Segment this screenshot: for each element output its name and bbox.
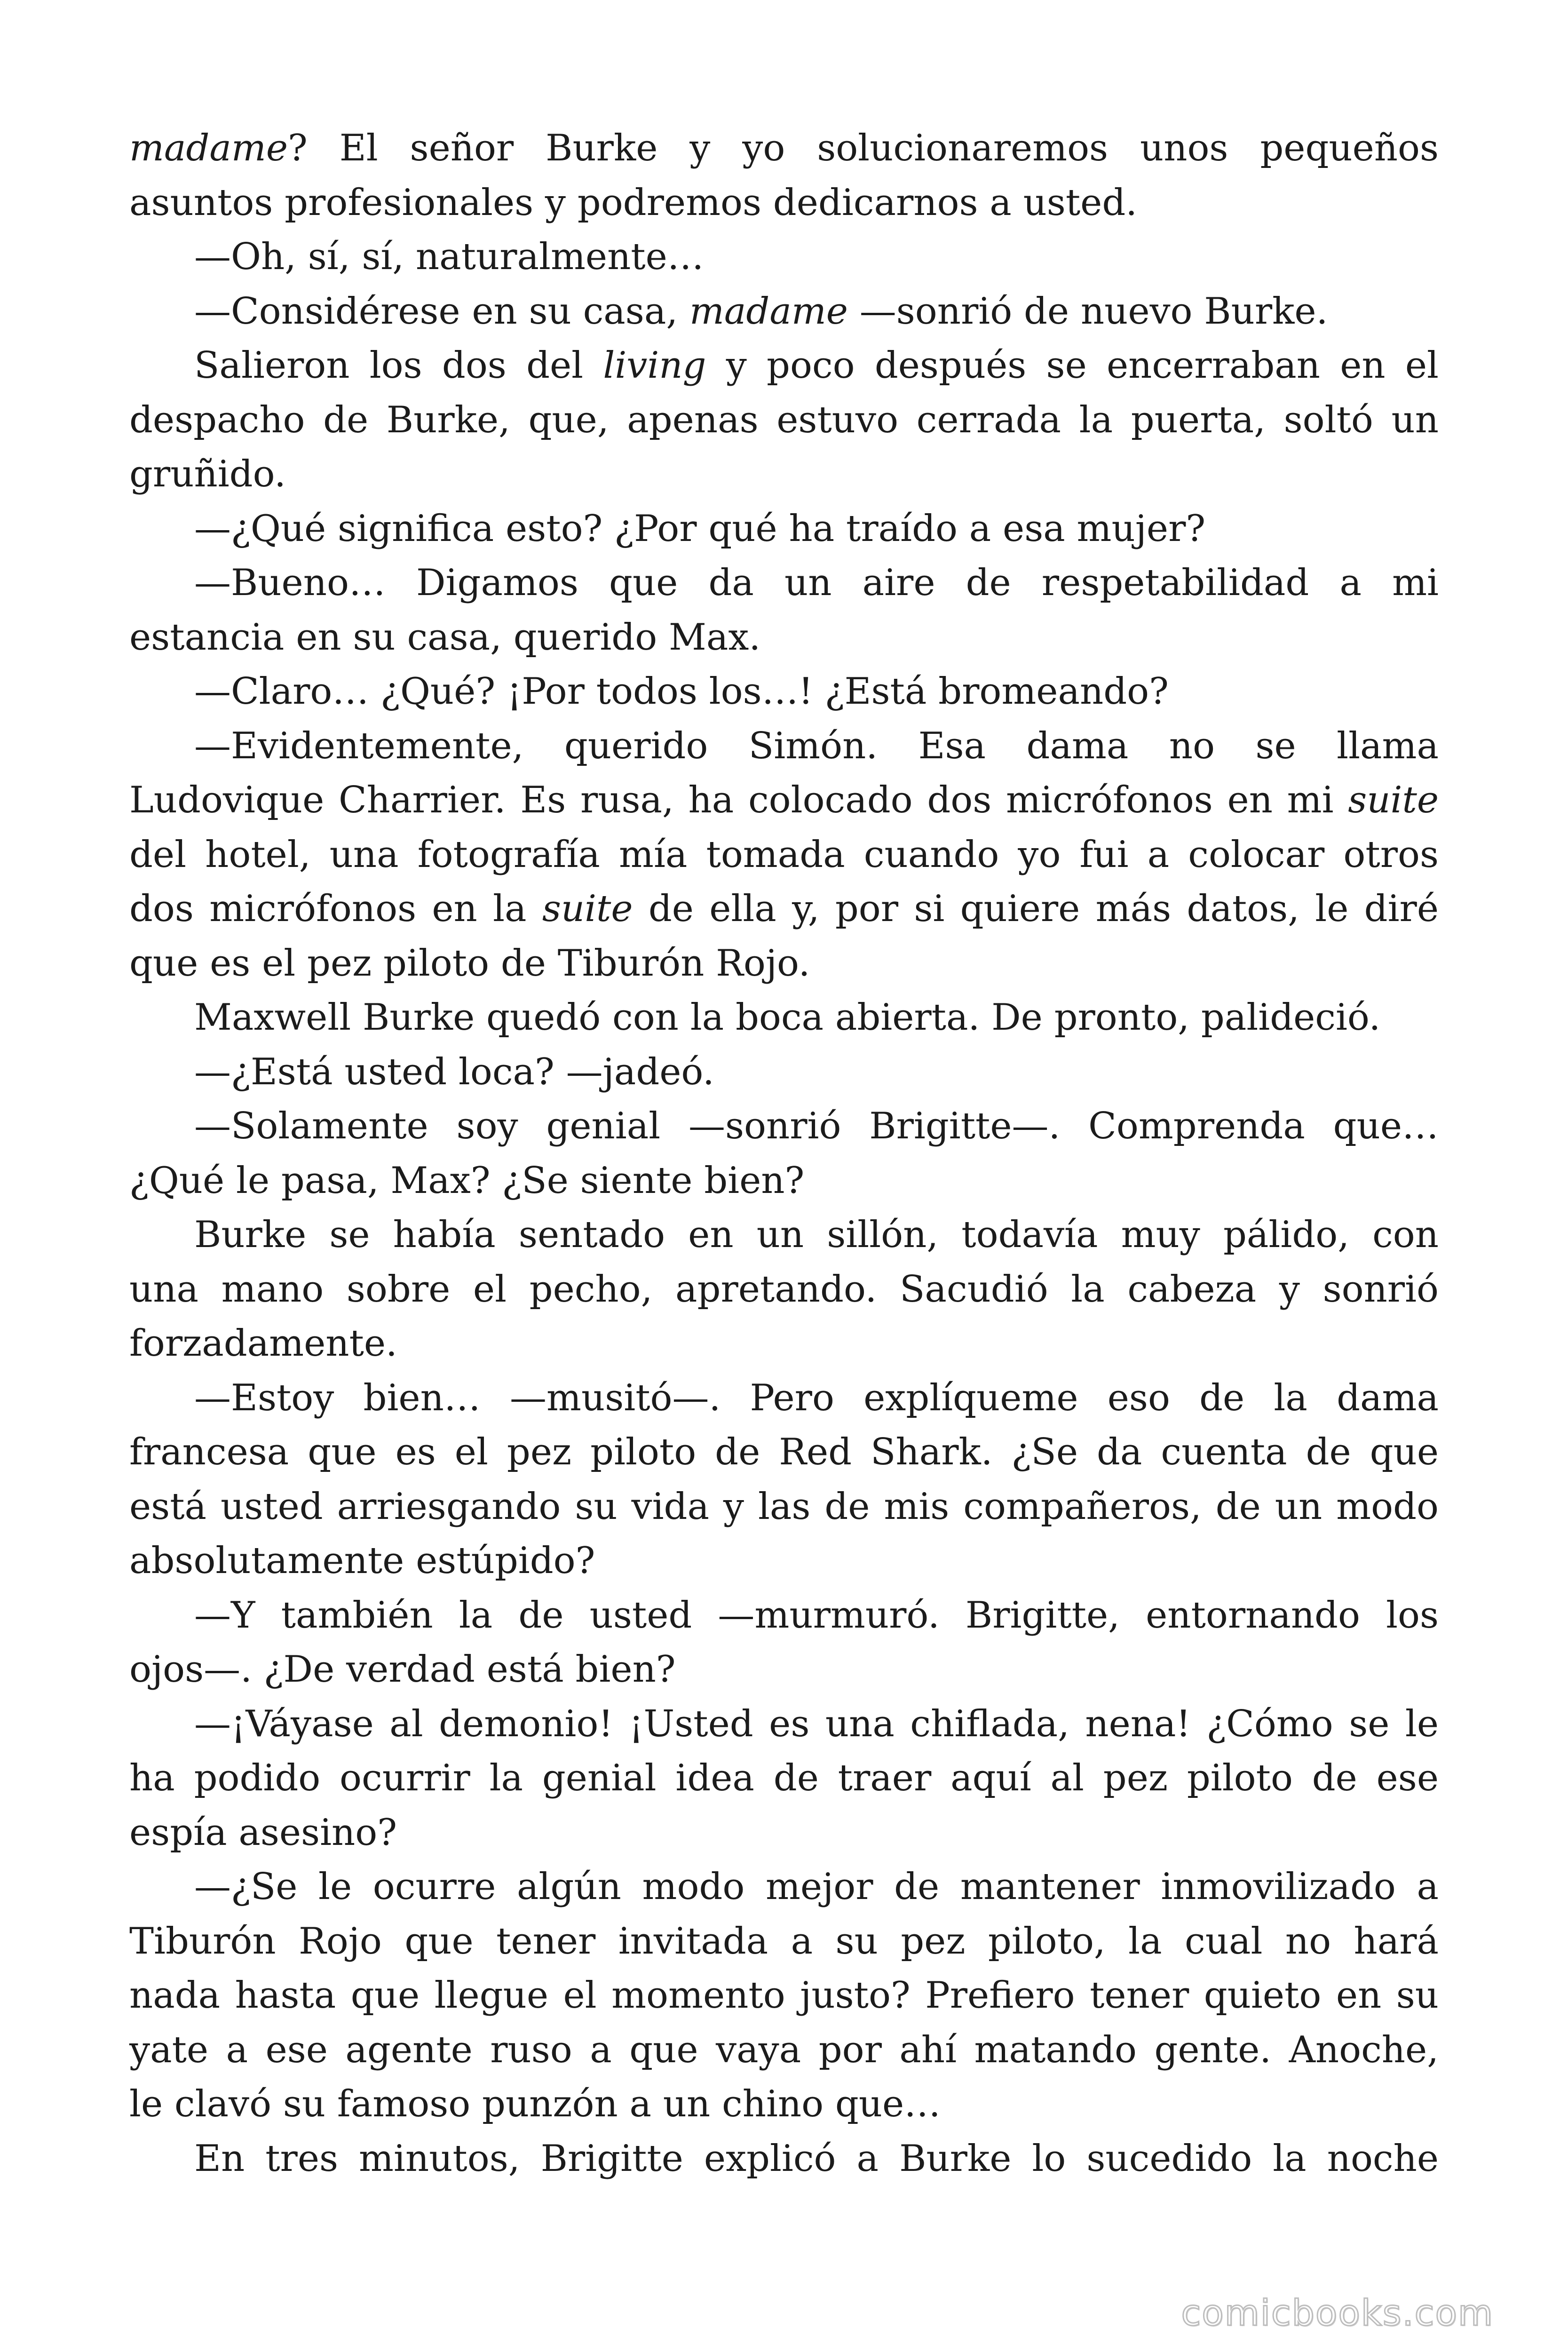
- text-line: —¿Qué significa esto? ¿Por qué ha traído a esa mujer?: [194, 507, 1206, 550]
- text-line: —Bueno… Digamos que da un aire de respetabilidad a mi: [194, 562, 1439, 604]
- text-line: —Estoy bien… —musitó—. Pero explíqueme eso de la dama: [194, 1376, 1439, 1419]
- text-line: Tiburón Rojo que tener invitada a su pez piloto, la cual no hará: [129, 1920, 1439, 1963]
- text-line: nada hasta que llegue el momento justo? Prefiero tener quieto en su: [129, 1974, 1439, 2017]
- text-line: ¿Qué le pasa, Max? ¿Se siente bien?: [129, 1159, 805, 1202]
- text-line: —¿Está usted loca? —jadeó.: [194, 1050, 714, 1093]
- text-line: despacho de Burke, que, apenas estuvo cerrada la puerta, soltó un: [129, 398, 1439, 441]
- text-line: Maxwell Burke quedó con la boca abierta. De pronto, palideció.: [194, 996, 1381, 1039]
- text-line: ha podido ocurrir la genial idea de traer aquí al pez piloto de ese: [129, 1757, 1439, 1799]
- text-line: En tres minutos, Brigitte explicó a Burke lo sucedido la noche: [194, 2137, 1439, 2180]
- text-line: estancia en su casa, querido Max.: [129, 616, 761, 659]
- text-line: madame? El señor Burke y yo solucionaremos unos pequeños: [129, 127, 1439, 169]
- text-line: del hotel, una fotografía mía tomada cuando yo fui a colocar otros: [129, 833, 1439, 876]
- text-line: dos micrófonos en la suite de ella y, por si quiere más datos, le diré: [129, 888, 1439, 930]
- text-line: absolutamente estúpido?: [129, 1540, 595, 1582]
- text-line: —Evidentemente, querido Simón. Esa dama no se llama: [194, 724, 1439, 767]
- text-line: Ludovique Charrier. Es rusa, ha colocado dos micrófonos en mi suite: [129, 779, 1439, 821]
- text-line: está usted arriesgando su vida y las de mis compañeros, de un modo: [129, 1485, 1439, 1528]
- text-line: —¿Se le ocurre algún modo mejor de mantener inmovilizado a: [194, 1866, 1439, 1908]
- text-line: Salieron los dos del living y poco después se encerraban en el: [194, 344, 1439, 387]
- text-line: —Solamente soy genial —sonrió Brigitte—. Comprenda que…: [194, 1105, 1439, 1147]
- text-line: forzadamente.: [129, 1322, 397, 1365]
- text-line: francesa que es el pez piloto de Red Shark. ¿Se da cuenta de que: [129, 1431, 1439, 1473]
- text-line: gruñido.: [129, 453, 286, 495]
- text-line: —Claro… ¿Qué? ¡Por todos los…! ¿Está bromeando?: [194, 670, 1169, 713]
- text-line: ojos—. ¿De verdad está bien?: [129, 1648, 676, 1691]
- text-line: —¡Váyase al demonio! ¡Usted es una chiflada, nena! ¿Cómo se le: [194, 1702, 1439, 1745]
- text-line: —Considérese en su casa, madame —sonrió de nuevo Burke.: [194, 290, 1328, 333]
- watermark: comicbooks.com: [1181, 2292, 1494, 2334]
- body-text: [129, 121, 1439, 2186]
- text-line: —Oh, sí, sí, naturalmente…: [194, 236, 704, 278]
- text-line: una mano sobre el pecho, apretando. Sacudió la cabeza y sonrió: [129, 1268, 1439, 1311]
- text-line: espía asesino?: [129, 1811, 397, 1854]
- text-line: Burke se había sentado en un sillón, todavía muy pálido, con: [194, 1214, 1439, 1256]
- text-line: que es el pez piloto de Tiburón Rojo.: [129, 942, 810, 985]
- text-line: le clavó su famoso punzón a un chino que…: [129, 2083, 941, 2125]
- text-line: —Y también la de usted —murmuró. Brigitte, entornando los: [194, 1594, 1439, 1637]
- text-line: yate a ese agente ruso a que vaya por ahí matando gente. Anoche,: [129, 2028, 1439, 2071]
- text-line: asuntos profesionales y podremos dedicarnos a usted.: [129, 181, 1138, 224]
